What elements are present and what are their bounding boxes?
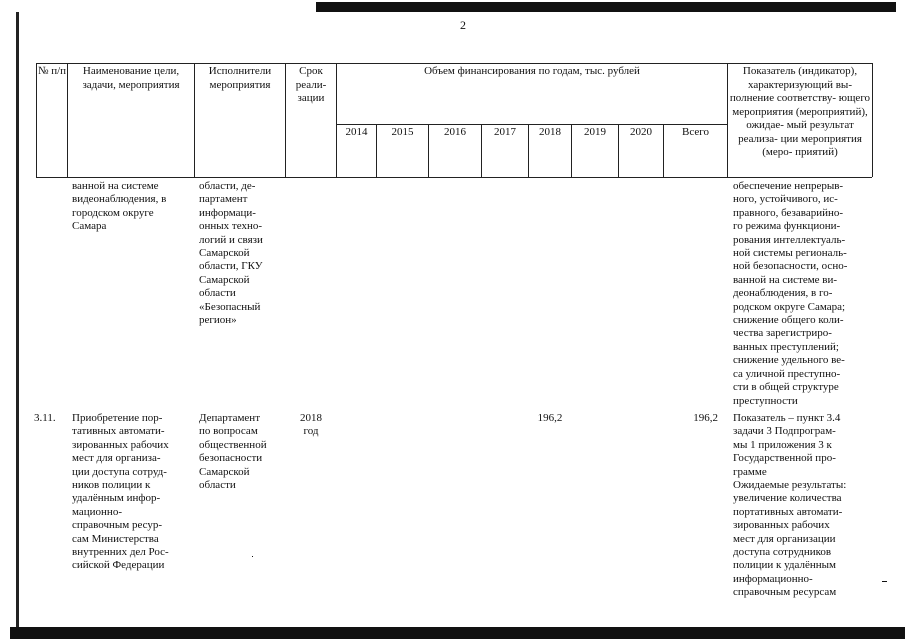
- scan-mark: [252, 556, 253, 557]
- header-executors: Исполнители мероприятия: [208, 65, 272, 91]
- top-scan-bar: [316, 2, 896, 12]
- row-name: ванной на системе видеонаблюдения, в городском округе Самара: [72, 180, 167, 233]
- row-executors: области, де- партамент информаци- онных техно- логий и связи Самарской области, ГКУ Самарской области «Безопасный регион»: [199, 180, 263, 327]
- row-indicator: Показатель – пункт 3.4 задачи 3 Подпрограм- мы 1 приложения 3 к Государственной про- грамме Ожидаемые результаты: увеличение количества портативных автомати- зированных рабочих мест для организации доступа сотрудников полиции к удалённым информационно- справочным ресурсам: [733, 412, 847, 599]
- row-term: 2018 год: [300, 412, 322, 438]
- row-value-2018: 196,2: [537, 412, 563, 424]
- year-total: Всего: [682, 126, 709, 138]
- header-funding: Объем финансирования по годам, тыс. рублей: [424, 65, 640, 77]
- header-num: № п/п: [37, 65, 67, 77]
- bottom-scan-bar: [10, 627, 905, 639]
- scan-mark: [882, 581, 887, 582]
- year-2019: 2019: [584, 126, 606, 138]
- year-2020: 2020: [630, 126, 652, 138]
- row-value-total: 196,2: [693, 412, 718, 424]
- row-name: Приобретение пор- тативных автомати- зированных рабочих мест для организа- ции доступа сотруд- ников полиции к удалённым инфор- мационно- справочным ресур- сам Министерства внутренних дел Рос- сийской Федерации: [72, 412, 169, 572]
- year-2014: 2014: [345, 126, 368, 138]
- year-2016: 2016: [444, 126, 466, 138]
- row-indicator: обеспечение непрерыв- ного, устойчивого, ис- правного, безаварийно- го режима функциони- рования интеллектуаль- ной системы региональ- ной безопасности, осно- ванной на системе ви- деонаблюдения, в го- родском округе Самара; снижение общего коли- чества зарегистриро- ванных преступлений; снижение удельного ве- са уличной преступно- сти в общей структуре преступности: [733, 180, 848, 407]
- header-term: Срок реали- зации: [295, 65, 327, 104]
- year-2018: 2018: [539, 126, 561, 138]
- row-num: 3.11.: [34, 412, 56, 424]
- row-executors: Департамент по вопросам общественной безопасности Самарской области: [199, 412, 267, 492]
- page-number: 2: [460, 18, 466, 32]
- year-2017: 2017: [494, 126, 516, 138]
- header-indicator: Показатель (индикатор), характеризующий вы- полнение соответству- ющего мероприятия (мероприятий), ожидае- мый результат реализа- ции мероприятия (меро- приятий): [729, 65, 871, 158]
- left-scan-edge: [16, 12, 19, 630]
- header-name: Наименование цели, задачи, мероприятия: [82, 65, 180, 91]
- year-2015: 2015: [391, 126, 414, 138]
